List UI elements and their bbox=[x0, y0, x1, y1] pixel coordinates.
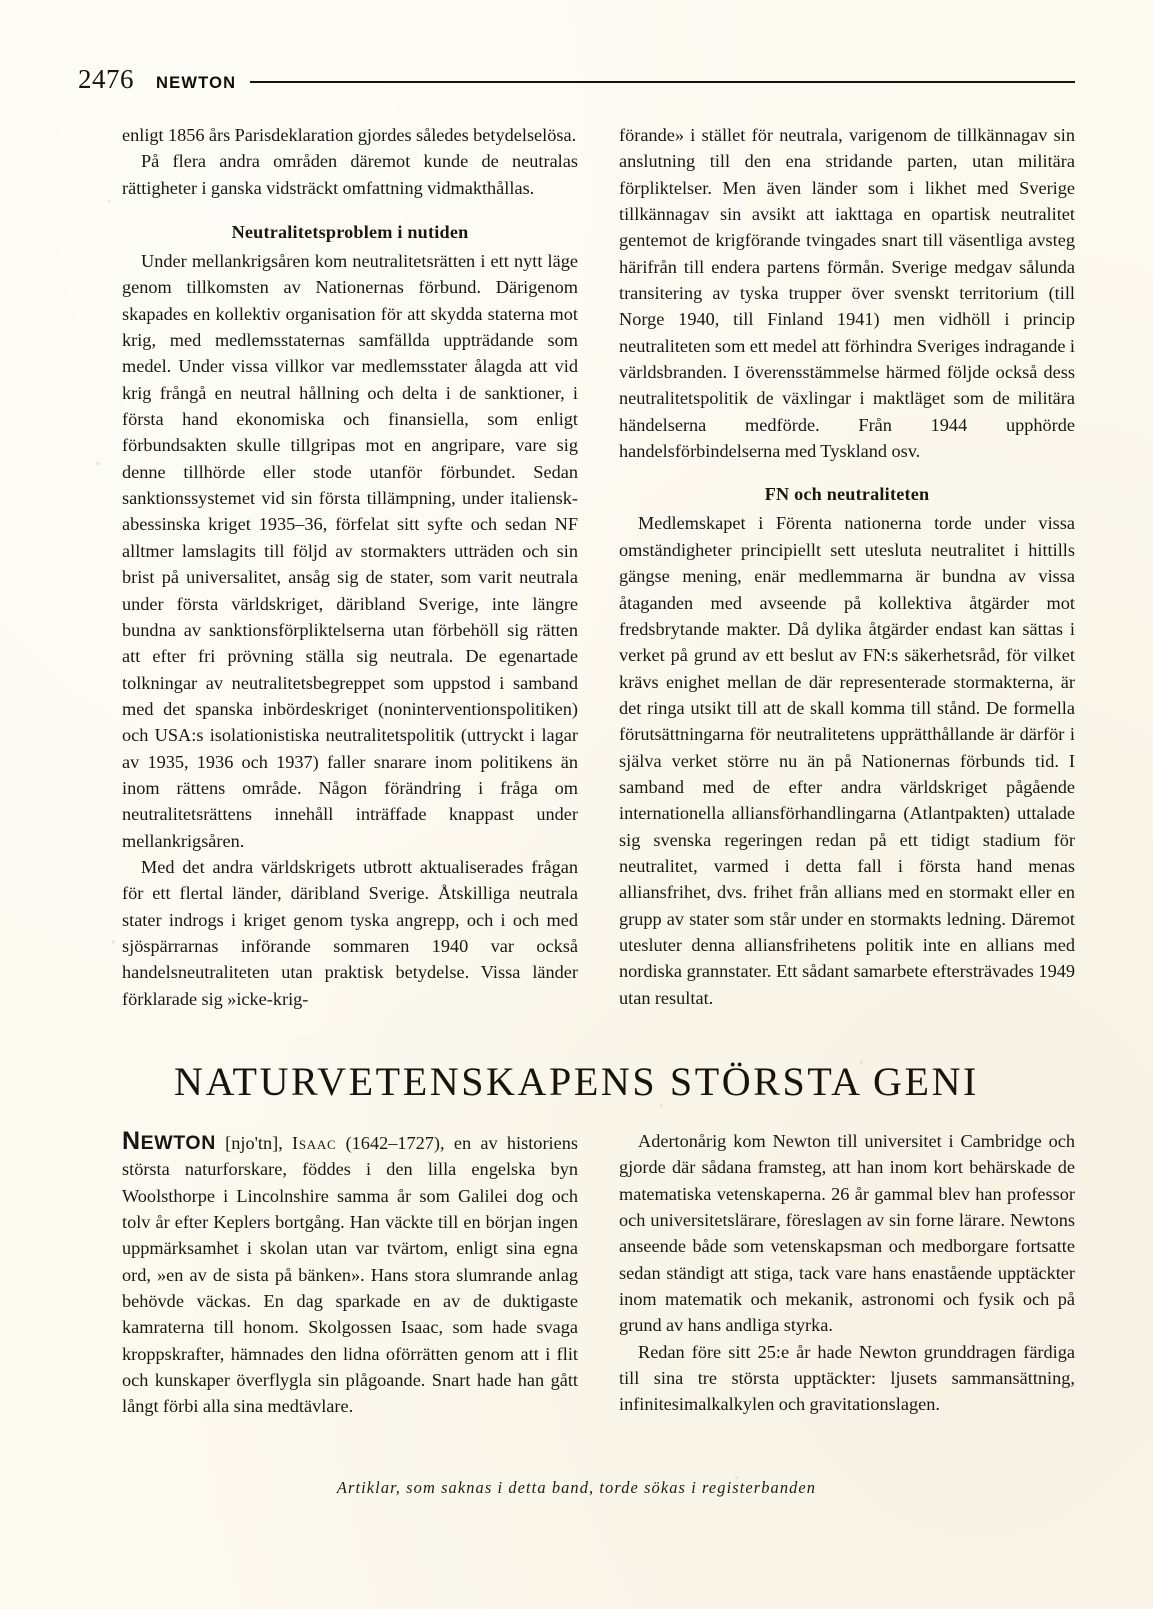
article-left-column bbox=[122, 1128, 578, 1420]
page-folio: 2476 bbox=[78, 64, 134, 94]
body-columns bbox=[122, 122, 1075, 1012]
article-title: NATURVETENSKAPENS STÖRSTA GENI bbox=[174, 1059, 979, 1104]
left-column bbox=[122, 122, 578, 1012]
scan-speckle bbox=[96, 462, 100, 465]
article-right-column bbox=[619, 1128, 1075, 1420]
life-dates: (1642–1727), bbox=[345, 1133, 445, 1153]
paragraph: Under mellankrigsåren kom neutralitetsrätten i ett nytt läge genom tillkomsten av Nationernas förbund. Därigenom skapades en kollektiv organisation för att skydda staterna mot krig, med medlemsstaternas samfällda uppträdande som medel. Under vissa villkor var medlemsstater ålagda att vid krig frångå en neutral hållning och delta i de sanktioner, i första hand ekonomiska och finansiella, som enligt förbundsakten skulle tillgripas mot en angripare, vare sig denne tillhörde eller stode utanför förbundet. Sedan sanktionssystemet vid sin första tillämpning, under italiensk-abessinska kriget 1935–36, förfelat sitt syfte och sedan NF alltmer lamslagits till följd av stormakters utträden och sin brist på universalitet, ansåg sig de stater, som varit neutrala under första världskriget, däribland Sverige, inte längre bundna av sanktionsförpliktelserna utan förbehöll sig rätten att efter fri prövning ställa sig neutrala. De egenartade tolkningar av neutralitetsbegreppet som uppstod i samband med det spanska inbördeskriget (noninterventionspolitiken) och USA:s isolationistiska neutralitetspolitik (uttryckt i lagar av 1935, 1936 och 1937) faller snarare inom politikens än inom rättens område. Någon förändring i fråga om neutralitetsrättens innehåll inträffade knappast under mellankrigsåren. bbox=[122, 251, 578, 851]
paragraph: På flera andra områden däremot kunde de neutralas rättigheter i ganska vidsträckt omfattning vidmakthållas. bbox=[122, 151, 578, 198]
lemma-headword bbox=[122, 1127, 216, 1155]
header-rule bbox=[250, 81, 1075, 83]
scan-speckle bbox=[108, 200, 111, 203]
paragraph: Redan före sitt 25:e år hade Newton grunddragen färdiga till sina tre största upptäckter: ljusets sammansättning, infinitesimalkalkylen och gravitationslagen. bbox=[619, 1341, 1075, 1415]
footer-note: Artiklar, som saknas i detta band, torde sökas i registerbanden bbox=[336, 1478, 817, 1497]
section-subhead: Neutralitetsproblem i nutiden bbox=[231, 222, 469, 243]
running-head bbox=[78, 66, 1075, 102]
paragraph: förande» i stället för neutrala, varigenom de tillkännagav sin anslutning till den ena stridande parten, utan militära förpliktelser. Men även länder som i likhet med Sverige tillkännagav sin avsikt att iakttaga en opartisk neutralitet gentemot de krigförande tvingades snart till väsentliga avsteg härifrån till endera partens förmån. Sverige medgav sålunda transitering av tyska trupper över svenskt territorium (till Norge 1940, till Finland 1941) men vidhöll i princip neutraliteten som ett medel att förhindra Sveriges indragande i världsbranden. I överensstämmelse härmed följde också dess neutralitetspolitik de växlingar i maktläget som de militära händelserna medförde. Från 1944 upphörde handelsförbindelserna med Tyskland osv. bbox=[619, 125, 1075, 462]
article-columns bbox=[122, 1128, 1075, 1420]
paragraph: Medlemskapet i Förenta nationerna torde under vissa omständigheter principiellt sett utesluta neutralitet i hittills gängse mening, enär medlemmarna är bundna av vissa åtaganden med avseende på kollektiva åtgärder mot fredsbrytande makter. Då dylika åtgärder endast kan sättas i verket på grund av ett beslut av FN:s säkerhetsråd, för vilket krävs enighet mellan de där representerade stormakterna, är det ringa utsikt till att de skall komma till stånd. De formella förutsättningarna för neutralitetens upprätthållande är därför i själva verket större nu än på Nationernas förbunds tid. I samband med de efter andra världskriget pågående internationella alliansförhandlingarna (Atlantpakten) uttalade sig svenska regeringen redan på ett tidigt stadium för neutralitet, varmed i detta fall i första hand menas alliansfrihet, dvs. frihet från allians med en stormakt eller en grupp av stater som står under en stormakts ledning. Däremot utesluter denna alliansfrihetens politik inte en allians med nordiska grannstater. Ett sådant samarbete eftersträvades 1949 utan resultat. bbox=[619, 513, 1075, 1008]
lemma-initial: N bbox=[122, 1127, 141, 1155]
forename: Isaac bbox=[292, 1133, 337, 1153]
lemma-rest: EWTON bbox=[140, 1132, 216, 1154]
paragraph: Med det andra världskrigets utbrott aktualiserades frågan för ett flertal länder, däribland Sverige. Åtskilliga neutrala stater indrogs i kriget genom tyska angrepp, och i och med sjöspärrarnas införande sommaren 1940 var också handelsneutraliteten utan praktisk betydelse. Vissa länder förklarade sig »icke-krig- bbox=[122, 856, 578, 1009]
paragraph: Adertonårig kom Newton till universitet i Cambridge och gjorde där sådana framsteg, att han inom kort behärskade de matematiska vetenskaperna. 26 år gammal blev han professor och universitetslärare, föreslagen av sin forne lärare. Newtons anseende både som vetenskapsman och medborgare fortsatte sedan ständigt att stiga, tack vare hans enastående upptäckter inom matematik och mekanik, astronomi och fysik och på grund av hans andliga styrka. bbox=[619, 1131, 1075, 1336]
pronunciation: [njo'tn], bbox=[225, 1133, 283, 1153]
article-lead-paragraph bbox=[122, 1128, 578, 1420]
section-subhead: FN och neutraliteten bbox=[764, 484, 930, 505]
running-head-title: NEWTON bbox=[156, 74, 237, 92]
scan-speckle bbox=[112, 940, 115, 944]
right-column bbox=[619, 122, 1075, 1012]
paragraph: enligt 1856 års Parisdeklaration gjordes således betydelselösa. bbox=[122, 125, 577, 145]
article-lead-text: en av historiens största naturforskare, föddes i den lilla engelska byn Woolsthorpe i Lincolnshire samma år som Galilei dog och tolv år efter Keplers bortgång. Han väckte till en början ingen uppmärksamhet i skolan utan var tvärtom, enligt sina egna ord, »en av de sista på bänken». Hans stora slumrande anlag behövde väckas. En dag sparkade en av de duktigaste kamraterna till honom. Skolgossen Isaac, som hade svaga kroppskrafter, hämnades den lidna oförrätten genom att i flit och kunskaper överflygla sin plågoande. Snart hade han gått långt förbi alla sina medtävlare. bbox=[122, 1133, 578, 1417]
